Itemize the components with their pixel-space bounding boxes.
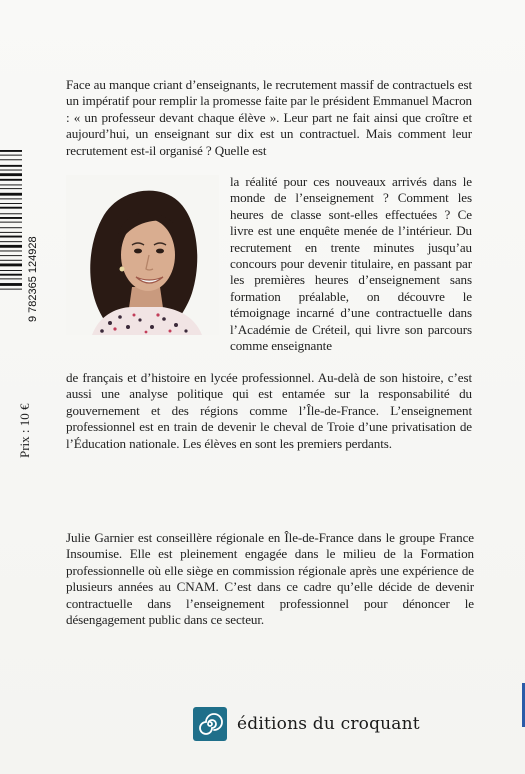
barcode-bar xyxy=(0,217,22,219)
barcode-bar xyxy=(0,179,22,181)
publisher-logo xyxy=(193,706,433,742)
barcode-bar xyxy=(0,241,22,242)
barcode-bar xyxy=(0,173,22,176)
barcode-bar xyxy=(0,289,22,290)
price-text: Prix : 10 € xyxy=(17,403,32,458)
barcode-number: 9 782365 124928 xyxy=(27,236,39,322)
barcode-bar xyxy=(0,270,22,271)
barcode-bar xyxy=(0,170,22,171)
barcode-bar xyxy=(0,283,22,286)
barcode-bar xyxy=(0,255,22,256)
barcode-bar xyxy=(0,236,22,238)
barcode-bar xyxy=(0,198,22,199)
barcode-bar xyxy=(0,251,22,252)
barcode-bar xyxy=(0,264,22,267)
blurb-text-tail: de français et d’histoire en lycée professionnel. Au-delà de son histoire, c’est aussi une analyse politique qui est entamée sur la responsabilité du gouvernement et des régions comme l’Île-de-France. L’enseignement professionnel est en train de devenir le cheval de Troie d’une privatisation de l’Éducation nationale. Les élèves en sont les premiers perdants. xyxy=(66,370,472,451)
barcode-bar xyxy=(0,232,22,233)
barcode-bar xyxy=(0,260,22,261)
blurb-paragraph-tail xyxy=(66,370,472,452)
barcode-bar xyxy=(0,222,22,223)
spiral-icon xyxy=(193,707,227,741)
author-bio-text: Julie Garnier est conseillère régionale en Île-de-France dans le groupe France Insoumise. Elle est pleinement engagée dans le milieu de la Formation professionnelle où elle siège en commission régionale après une expérience de plusieurs années au CNAM. C’est dans ce cadre qu’elle décide de devenir contractuelle dans l’enseignement professionnel pour dénoncer le désengagement public dans ce secteur. xyxy=(66,530,474,628)
barcode-bar xyxy=(0,227,22,228)
blurb-text-wrapped: la réalité pour ces nouveaux arrivés dans le monde de l’enseignement ? Comment les heures de classe sont-elles effectuées ? Ce livre est une enquête menée de l’intérieur. Du recrutement en trente minutes jusqu’au concours pour devenir titulaire, en passant par les premières heures d’enseignement sans formation préalable, on découvre le témoignage incarné d’une contractuelle dans l’Académie de Créteil, qui livre son parcours comme enseignante xyxy=(230,174,472,354)
barcode-bar xyxy=(0,203,22,204)
barcode-bar xyxy=(0,193,22,196)
barcode-bar xyxy=(0,274,22,276)
price-label xyxy=(14,380,36,460)
blurb-text-top: Face au manque criant d’enseignants, le recrutement massif de contractuels est un impératif pour remplir la promesse faite par le président Emmanuel Macron : « un professeur devant chaque élève ». Leur part ne fait ainsi que croître et aujourd’hui, un enseignant sur dix est un contractuel. Mais comment leur recrutement est-il organisé ? Quelle est xyxy=(66,77,472,158)
barcode-bar xyxy=(0,184,22,185)
barcode-bar xyxy=(0,188,22,189)
author-bio xyxy=(66,530,474,628)
barcode-bar xyxy=(0,155,22,156)
barcode-bar xyxy=(0,207,22,209)
barcode-bar xyxy=(0,245,22,248)
barcode-bar xyxy=(0,150,22,152)
publisher-name: éditions du croquant xyxy=(237,714,420,734)
blurb-paragraph-top xyxy=(66,77,472,159)
barcode xyxy=(0,146,44,328)
barcode-bar xyxy=(0,213,22,214)
author-photo xyxy=(66,175,219,335)
barcode-bar xyxy=(0,278,22,279)
blurb-paragraph-wrapped xyxy=(230,174,472,354)
barcode-bar xyxy=(0,159,22,160)
barcode-bar xyxy=(0,165,22,167)
